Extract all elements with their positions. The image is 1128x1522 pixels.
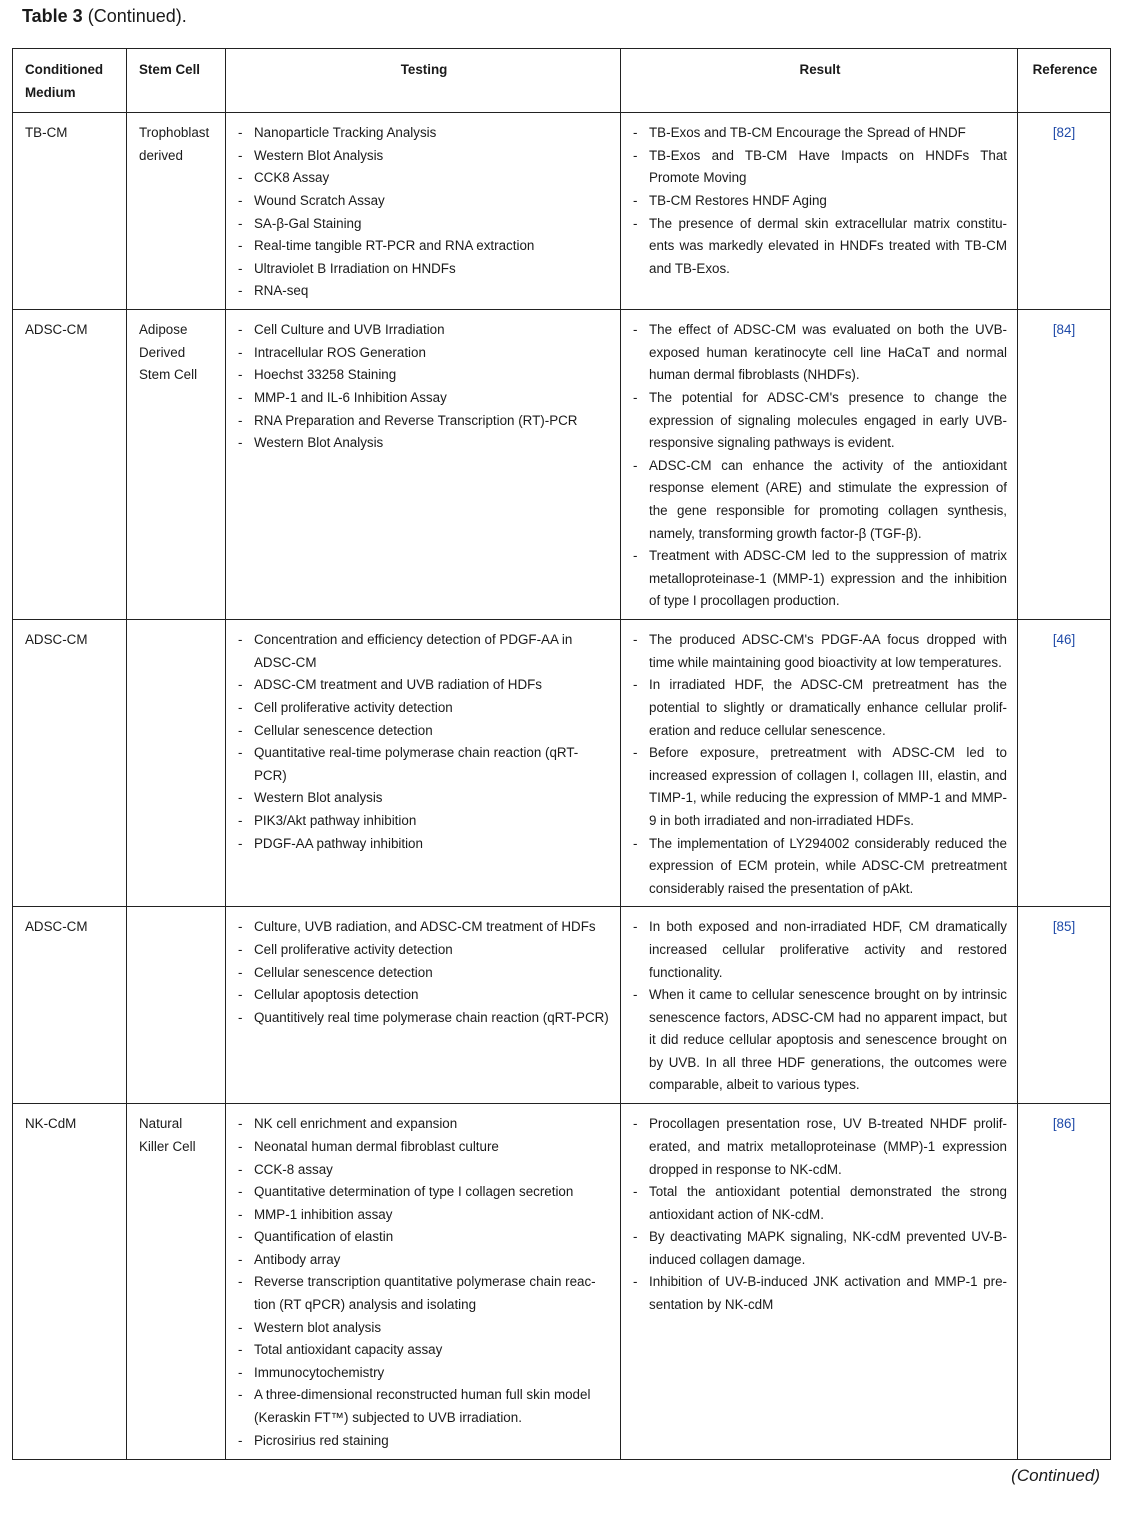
- list-item: - Real-time tangible RT-PCR and RNA extraction: [238, 235, 610, 258]
- list-item: - Inhibition of UV-B-induced JNK activation and MMP-1 pre-sentation by NK-cdM: [633, 1271, 1007, 1316]
- list-item: - By deactivating MAPK signaling, NK-cdM prevented UV-B-induced collagen damage.: [633, 1226, 1007, 1271]
- list-item: - Immunocytochemistry: [238, 1362, 610, 1385]
- list-item: - Quantitative real-time polymerase chain reaction (qRT-PCR): [238, 742, 610, 787]
- list-item: - ADSC-CM can enhance the activity of the antioxidant response element (ARE) and stimulate the expression of the gene responsible for promoting collagen synthesis, namely, transforming growth factor-β (TGF-β).: [633, 455, 1007, 545]
- cell-testing: [226, 907, 621, 1104]
- reference-link[interactable]: [82]: [1052, 125, 1076, 141]
- list-item: - Cell proliferative activity detection: [238, 697, 610, 720]
- cell-reference: [1018, 113, 1111, 310]
- cell-reference: [1018, 907, 1111, 1104]
- cell-reference: [1018, 310, 1111, 620]
- list-item: - Treatment with ADSC-CM led to the suppression of matrix metalloproteinase-1 (MMP-1) expression and the inhibition of type I procollagen production.: [633, 545, 1007, 613]
- list-item: - Quantitively real time polymerase chain reaction (qRT-PCR): [238, 1007, 610, 1030]
- cell-testing: [226, 113, 621, 310]
- list-item: - MMP-1 inhibition assay: [238, 1204, 610, 1227]
- cell-result: [621, 1104, 1018, 1460]
- cell-result: [621, 907, 1018, 1104]
- reference-link[interactable]: [86]: [1052, 1116, 1076, 1132]
- list-item: - Concentration and efficiency detection of PDGF-AA in ADSC-CM: [238, 629, 610, 674]
- list-item: - Cell Culture and UVB Irradiation: [238, 319, 610, 342]
- list-item: - TB-CM Restores HNDF Aging: [633, 190, 1007, 213]
- cell-stem-cell: [127, 907, 226, 1104]
- cell-testing-list: [238, 122, 610, 303]
- cell-testing: [226, 310, 621, 620]
- table-row: [13, 620, 1111, 907]
- reference-link[interactable]: [85]: [1052, 919, 1076, 935]
- list-item: - Total antioxidant capacity assay: [238, 1339, 610, 1362]
- continued-note: [1011, 1466, 1100, 1486]
- list-item: - Quantitative determination of type I collagen secretion: [238, 1181, 610, 1204]
- cell-testing-list: [238, 916, 610, 1029]
- list-item: - Cellular senescence detection: [238, 720, 610, 743]
- header-testing: Testing: [226, 49, 621, 113]
- list-item: - Nanoparticle Tracking Analysis: [238, 122, 610, 145]
- cell-testing-list: [238, 629, 610, 855]
- list-item: - The presence of dermal skin extracellular matrix constitu-ents was markedly elevated in HNDFs treated with TB-CM and TB-Exos.: [633, 213, 1007, 281]
- list-item: - A three-dimensional reconstructed human full skin model (Keraskin FT™) subjected to UVB irradiation.: [238, 1384, 610, 1429]
- header-reference: Reference: [1018, 49, 1111, 113]
- cell-testing-list: [238, 319, 610, 455]
- table-row: [13, 907, 1111, 1104]
- cell-stem-cell: [127, 620, 226, 907]
- list-item: - ADSC-CM treatment and UVB radiation of HDFs: [238, 674, 610, 697]
- list-item: - RNA-seq: [238, 280, 610, 303]
- list-item: - TB-Exos and TB-CM Encourage the Spread of HNDF: [633, 122, 1007, 145]
- list-item: - RNA Preparation and Reverse Transcription (RT)-PCR: [238, 410, 610, 433]
- header-conditioned-medium: Conditioned Medium: [13, 49, 127, 113]
- list-item: - The produced ADSC-CM's PDGF-AA focus dropped with time while maintaining good bioactivity at low temperatures.: [633, 629, 1007, 674]
- header-result: Result: [621, 49, 1018, 113]
- table-label: Table 3: [22, 6, 83, 26]
- data-table: [12, 48, 1111, 1460]
- table-row: [13, 310, 1111, 620]
- list-item: - PDGF-AA pathway inhibition: [238, 833, 610, 856]
- table-body: [13, 113, 1111, 1460]
- reference-link[interactable]: [84]: [1052, 322, 1076, 338]
- list-item: - CCK-8 assay: [238, 1159, 610, 1182]
- header-row: [13, 49, 1111, 113]
- cell-result-list: [633, 916, 1007, 1097]
- cell-result: [621, 620, 1018, 907]
- table-row: [13, 113, 1111, 310]
- list-item: - Western Blot Analysis: [238, 432, 610, 455]
- cell-stem-cell: Trophoblast derived: [127, 113, 226, 310]
- list-item: - SA-β-Gal Staining: [238, 213, 610, 236]
- cell-conditioned-medium: ADSC-CM: [13, 907, 127, 1104]
- reference-link[interactable]: [46]: [1052, 632, 1076, 648]
- list-item: - Cellular apoptosis detection: [238, 984, 610, 1007]
- list-item: - Quantification of elastin: [238, 1226, 610, 1249]
- cell-reference: [1018, 620, 1111, 907]
- cell-testing: [226, 1104, 621, 1460]
- table-caption: [22, 6, 187, 27]
- cell-result: [621, 310, 1018, 620]
- list-item: - Wound Scratch Assay: [238, 190, 610, 213]
- list-item: - Cellular senescence detection: [238, 962, 610, 985]
- list-item: - The effect of ADSC-CM was evaluated on both the UVB-exposed human keratinocyte cell line HaCaT and normal human dermal fibroblasts (NHDFs).: [633, 319, 1007, 387]
- list-item: - Neonatal human dermal fibroblast culture: [238, 1136, 610, 1159]
- list-item: - The potential for ADSC-CM's presence to change the expression of signaling molecules engaged in early UVB-responsive signaling pathways is evident.: [633, 387, 1007, 455]
- list-item: - Cell proliferative activity detection: [238, 939, 610, 962]
- list-item: - TB-Exos and TB-CM Have Impacts on HNDFs That Promote Moving: [633, 145, 1007, 190]
- table-caption-suffix: (Continued).: [87, 6, 187, 26]
- list-item: - When it came to cellular senescence brought on by intrinsic senescence factors, ADSC-CM had no apparent impact, but it did reduce cellular apoptosis and senescence brought on by UVB. In all three HDF generations, the outcomes were comparable, albeit to various types.: [633, 984, 1007, 1097]
- list-item: - In both exposed and non-irradiated HDF, CM dramatically increased cellular proliferative activity and restored functionality.: [633, 916, 1007, 984]
- list-item: - Western Blot Analysis: [238, 145, 610, 168]
- cell-stem-cell: Natural Killer Cell: [127, 1104, 226, 1460]
- list-item: - PIK3/Akt pathway inhibition: [238, 810, 610, 833]
- cell-testing-list: [238, 1113, 610, 1452]
- list-item: - CCK8 Assay: [238, 167, 610, 190]
- continued-text: (Continued): [1011, 1466, 1100, 1485]
- cell-result-list: [633, 122, 1007, 280]
- list-item: - Reverse transcription quantitative polymerase chain reac-tion (RT qPCR) analysis and isolating: [238, 1271, 610, 1316]
- list-item: - The implementation of LY294002 considerably reduced the expression of ECM protein, while ADSC-CM pretreatment considerably raised the presentation of pAkt.: [633, 833, 1007, 901]
- cell-conditioned-medium: TB-CM: [13, 113, 127, 310]
- list-item: - Hoechst 33258 Staining: [238, 364, 610, 387]
- list-item: - Antibody array: [238, 1249, 610, 1272]
- cell-conditioned-medium: ADSC-CM: [13, 310, 127, 620]
- cell-reference: [1018, 1104, 1111, 1460]
- list-item: - Total the antioxidant potential demonstrated the strong antioxidant action of NK-cdM.: [633, 1181, 1007, 1226]
- cell-result-list: [633, 319, 1007, 613]
- header-stem-cell: Stem Cell: [127, 49, 226, 113]
- cell-result-list: [633, 1113, 1007, 1316]
- cell-stem-cell: Adipose Derived Stem Cell: [127, 310, 226, 620]
- cell-testing: [226, 620, 621, 907]
- list-item: - Ultraviolet B Irradiation on HNDFs: [238, 258, 610, 281]
- list-item: - Western Blot analysis: [238, 787, 610, 810]
- list-item: - NK cell enrichment and expansion: [238, 1113, 610, 1136]
- table-row: [13, 1104, 1111, 1460]
- list-item: - Picrosirius red staining: [238, 1430, 610, 1453]
- list-item: - In irradiated HDF, the ADSC-CM pretreatment has the potential to slightly or dramatically enhance cellular prolif-eration and reduce cellular senescence.: [633, 674, 1007, 742]
- list-item: - Procollagen presentation rose, UV B-treated NHDF prolif-erated, and matrix metalloproteinase (MMP)-1 expression dropped in response to NK-cdM.: [633, 1113, 1007, 1181]
- list-item: - Culture, UVB radiation, and ADSC-CM treatment of HDFs: [238, 916, 610, 939]
- cell-result-list: [633, 629, 1007, 900]
- list-item: - Before exposure, pretreatment with ADSC-CM led to increased expression of collagen I, collagen III, elastin, and TIMP-1, while reducing the expression of MMP-1 and MMP-9 in both irradiated and non-irradiated HDFs.: [633, 742, 1007, 832]
- cell-conditioned-medium: NK-CdM: [13, 1104, 127, 1460]
- list-item: - Intracellular ROS Generation: [238, 342, 610, 365]
- list-item: - MMP-1 and IL-6 Inhibition Assay: [238, 387, 610, 410]
- list-item: - Western blot analysis: [238, 1317, 610, 1340]
- cell-result: [621, 113, 1018, 310]
- cell-conditioned-medium: ADSC-CM: [13, 620, 127, 907]
